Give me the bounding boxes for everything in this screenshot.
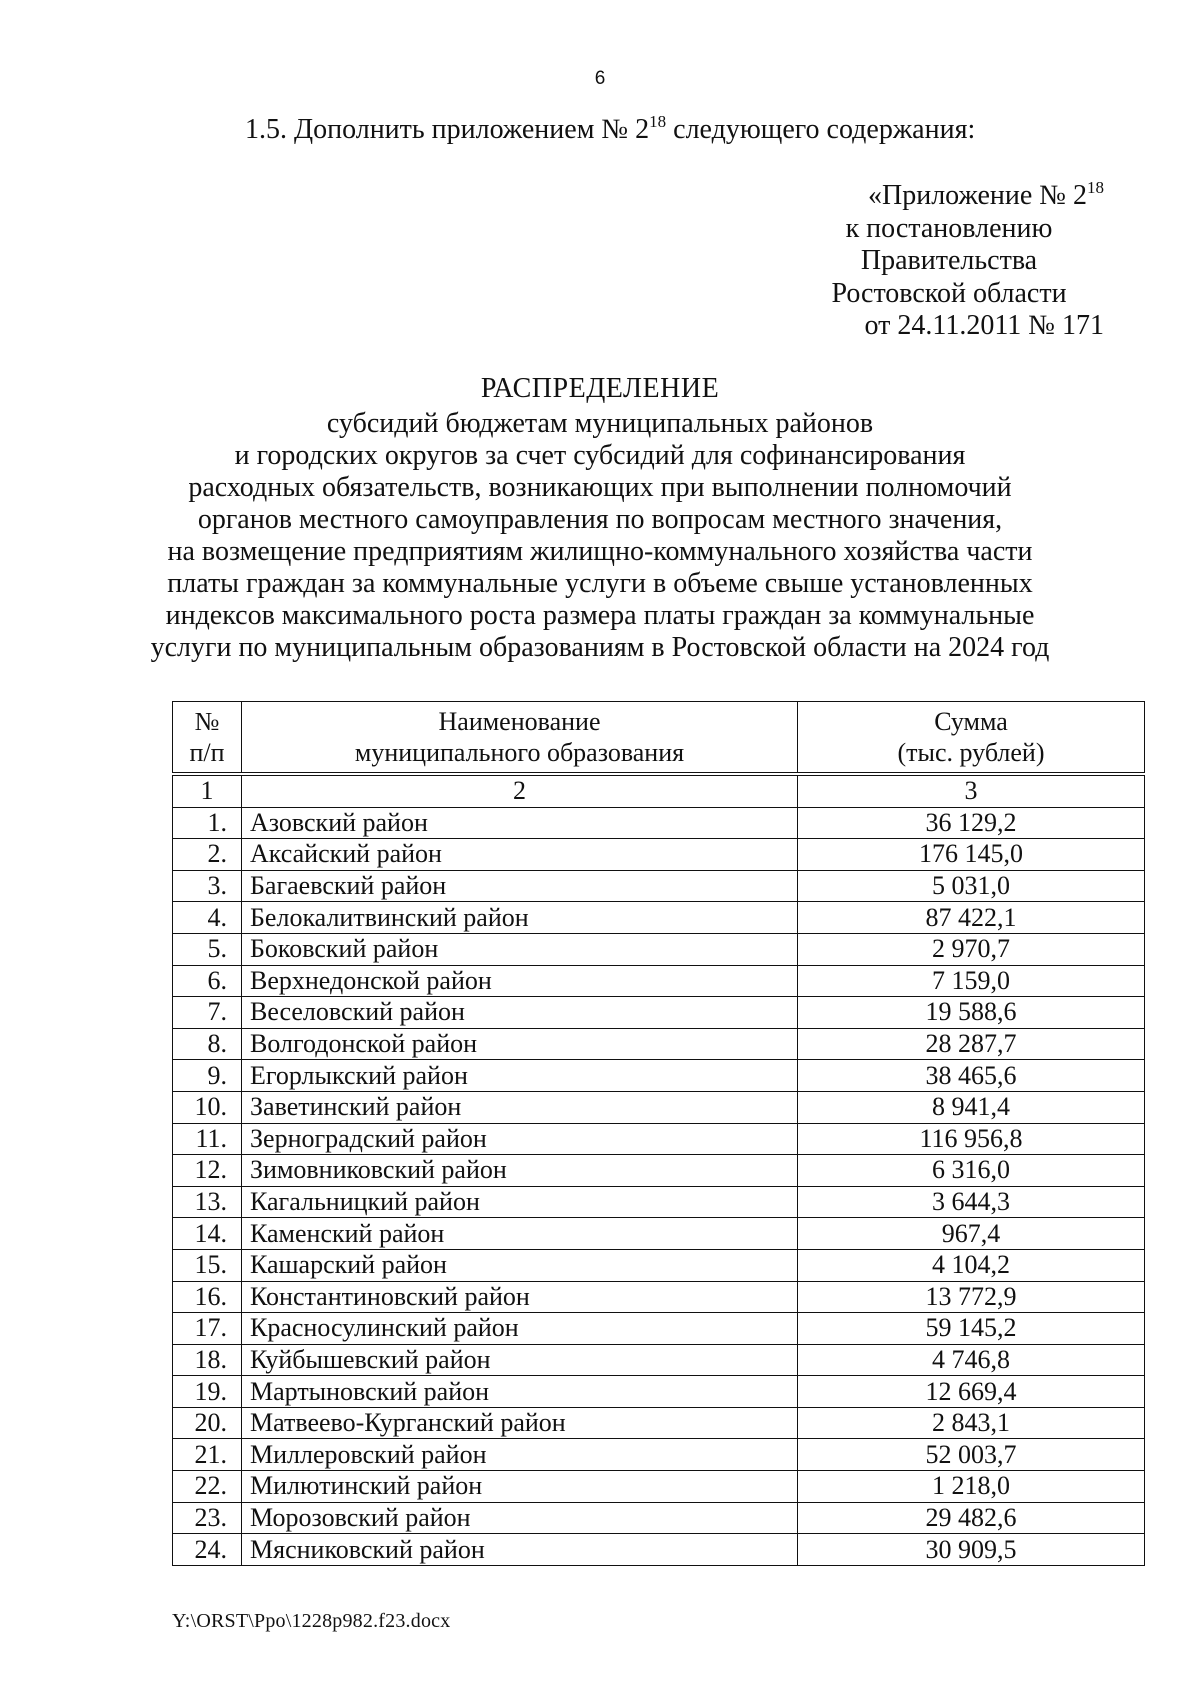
- table-row: [173, 1502, 1145, 1534]
- heading-line: и городских округов за счет субсидий для софинансирования: [234, 440, 966, 471]
- header-name: Наименование муниципального образования: [242, 702, 798, 775]
- table-row: [173, 870, 1145, 902]
- table-row: [173, 1091, 1145, 1123]
- table-row: [173, 965, 1145, 997]
- municipality-name: Константиновский район: [242, 1281, 798, 1313]
- subsidy-amount: 52 003,7: [798, 1439, 1145, 1471]
- table-row: [173, 933, 1145, 965]
- municipality-name: Куйбышевский район: [242, 1344, 798, 1376]
- row-number: 11.: [173, 1123, 242, 1155]
- subsidy-amount: 176 145,0: [798, 839, 1145, 871]
- table-row: [173, 997, 1145, 1029]
- table-row: [173, 1534, 1145, 1566]
- subsidy-amount: 30 909,5: [798, 1534, 1145, 1566]
- heading-line: на возмещение предприятиям жилищно-коммунального хозяйства части: [167, 536, 1033, 567]
- table-row: [173, 1439, 1145, 1471]
- municipality-name: Матвеево-Курганский район: [242, 1407, 798, 1439]
- municipality-name: Верхнедонской район: [242, 965, 798, 997]
- column-number: 3: [798, 774, 1145, 807]
- heading-line: индексов максимального роста размера платы граждан за коммунальные: [165, 600, 1035, 631]
- subsidy-amount: 12 669,4: [798, 1376, 1145, 1408]
- annex-title: «Приложение № 2: [868, 180, 1087, 211]
- row-number: 2.: [173, 839, 242, 871]
- municipality-name: Кагальницкий район: [242, 1186, 798, 1218]
- column-number: 2: [242, 774, 798, 807]
- subsidy-amount: 3 644,3: [798, 1186, 1145, 1218]
- municipality-name: Зимовниковский район: [242, 1155, 798, 1187]
- subsidy-amount: 2 970,7: [798, 933, 1145, 965]
- row-number: 3.: [173, 870, 242, 902]
- row-number: 7.: [173, 997, 242, 1029]
- column-number: 1: [173, 774, 242, 807]
- subsidy-amount: 4 104,2: [798, 1249, 1145, 1281]
- municipality-name: Багаевский район: [242, 870, 798, 902]
- table-row: [173, 1123, 1145, 1155]
- table-row: [173, 1249, 1145, 1281]
- row-number: 24.: [173, 1534, 242, 1566]
- municipality-name: Белокалитвинский район: [242, 902, 798, 934]
- subsidy-amount: 2 843,1: [798, 1407, 1145, 1439]
- row-number: 19.: [173, 1376, 242, 1408]
- subsidy-amount: 7 159,0: [798, 965, 1145, 997]
- table-row: [173, 902, 1145, 934]
- row-number: 14.: [173, 1218, 242, 1250]
- subsidy-amount: 87 422,1: [798, 902, 1145, 934]
- annex-superscript: 18: [1087, 178, 1104, 197]
- distribution-table: [172, 701, 1145, 1566]
- municipality-name: Морозовский район: [242, 1502, 798, 1534]
- table-row: [173, 1028, 1145, 1060]
- subsidy-amount: 116 956,8: [798, 1123, 1145, 1155]
- row-number: 13.: [173, 1186, 242, 1218]
- annex-line-2: к постановлению: [845, 212, 1053, 244]
- row-number: 18.: [173, 1344, 242, 1376]
- subsidy-amount: 8 941,4: [798, 1091, 1145, 1123]
- heading-line: органов местного самоуправления по вопросам местного значения,: [197, 504, 1003, 535]
- row-number: 9.: [173, 1060, 242, 1092]
- annex-line-5: от 24.11.2011 № 171: [864, 310, 1104, 341]
- municipality-name: Каменский район: [242, 1218, 798, 1250]
- row-number: 21.: [173, 1439, 242, 1471]
- municipality-name: Мартыновский район: [242, 1376, 798, 1408]
- heading-line: субсидий бюджетам муниципальных районов: [326, 408, 874, 439]
- municipality-name: Мясниковский район: [242, 1534, 798, 1566]
- municipality-name: Егорлыкский район: [242, 1060, 798, 1092]
- row-number: 22.: [173, 1471, 242, 1503]
- row-number: 15.: [173, 1249, 242, 1281]
- row-number: 6.: [173, 965, 242, 997]
- subsidy-amount: 13 772,9: [798, 1281, 1145, 1313]
- table-row: [173, 1407, 1145, 1439]
- municipality-name: Кашарский район: [242, 1249, 798, 1281]
- subsidy-amount: 6 316,0: [798, 1155, 1145, 1187]
- table-row: [173, 839, 1145, 871]
- annex-line-1: [704, 180, 1104, 213]
- municipality-name: Аксайский район: [242, 839, 798, 871]
- row-number: 16.: [173, 1281, 242, 1313]
- municipality-name: Веселовский район: [242, 997, 798, 1029]
- heading-line: платы граждан за коммунальные услуги в объеме свыше установленных: [167, 568, 1033, 599]
- subsidy-amount: 967,4: [798, 1218, 1145, 1250]
- municipality-name: Заветинский район: [242, 1091, 798, 1123]
- row-number: 17.: [173, 1313, 242, 1345]
- municipality-name: Миллеровский район: [242, 1439, 798, 1471]
- row-number: 10.: [173, 1091, 242, 1123]
- subsidy-amount: 28 287,7: [798, 1028, 1145, 1060]
- row-number: 20.: [173, 1407, 242, 1439]
- table-row: [173, 1344, 1145, 1376]
- amendment-text-end: следующего содержания:: [666, 114, 976, 145]
- municipality-name: Волгодонской район: [242, 1028, 798, 1060]
- row-number: 4.: [173, 902, 242, 934]
- table-row: [173, 1186, 1145, 1218]
- header-number: № п/п: [173, 702, 242, 775]
- table-header-row: [173, 702, 1145, 775]
- municipality-name: Боковский район: [242, 933, 798, 965]
- table-row: [173, 1218, 1145, 1250]
- page-number: 6: [594, 68, 606, 89]
- column-number-row: [173, 774, 1145, 807]
- heading-title: РАСПРЕДЕЛЕНИЕ: [480, 373, 720, 404]
- heading-line: услуги по муниципальным образованиям в Ростовской области на 2024 год: [150, 632, 1050, 663]
- subsidy-amount: 38 465,6: [798, 1060, 1145, 1092]
- footer-file-path: Y:\ORST\Ppo\1228p982.f23.docx: [172, 1610, 451, 1632]
- row-number: 12.: [173, 1155, 242, 1187]
- subsidy-amount: 36 129,2: [798, 807, 1145, 839]
- table-body: [173, 774, 1145, 1565]
- amendment-text: 1.5. Дополнить приложением № 2: [245, 114, 650, 145]
- municipality-name: Милютинский район: [242, 1471, 798, 1503]
- row-number: 5.: [173, 933, 242, 965]
- table-row: [173, 1281, 1145, 1313]
- table-row: [173, 1376, 1145, 1408]
- annex-reference: [704, 180, 1104, 343]
- municipality-name: Азовский район: [242, 807, 798, 839]
- table-row: [173, 1060, 1145, 1092]
- subsidy-amount: 19 588,6: [798, 997, 1145, 1029]
- subsidy-amount: 4 746,8: [798, 1344, 1145, 1376]
- row-number: 23.: [173, 1502, 242, 1534]
- subsidy-amount: 29 482,6: [798, 1502, 1145, 1534]
- heading-line: расходных обязательств, возникающих при выполнении полномочий: [188, 472, 1012, 503]
- table-row: [173, 1471, 1145, 1503]
- table-row: [173, 1155, 1145, 1187]
- annex-line-3: Правительства: [860, 245, 1038, 276]
- row-number: 8.: [173, 1028, 242, 1060]
- document-heading: [0, 373, 1200, 664]
- row-number: 1.: [173, 807, 242, 839]
- municipality-name: Красносулинский район: [242, 1313, 798, 1345]
- header-sum: Сумма (тыс. рублей): [798, 702, 1145, 775]
- annex-line-4: Ростовской области: [831, 277, 1067, 309]
- amendment-superscript: 18: [649, 112, 667, 131]
- table-row: [173, 1313, 1145, 1345]
- table-row: [173, 807, 1145, 839]
- subsidy-amount: 1 218,0: [798, 1471, 1145, 1503]
- municipality-name: Зерноградский район: [242, 1123, 798, 1155]
- subsidy-amount: 5 031,0: [798, 870, 1145, 902]
- subsidy-amount: 59 145,2: [798, 1313, 1145, 1345]
- amendment-line: [245, 114, 975, 146]
